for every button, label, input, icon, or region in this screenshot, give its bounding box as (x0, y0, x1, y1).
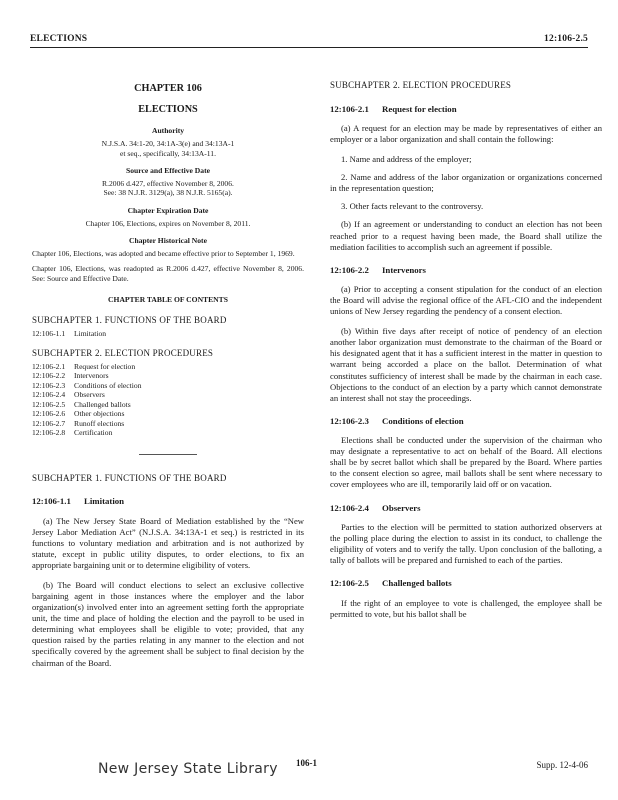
section-heading (330, 416, 602, 427)
page-number: 106-1 (296, 758, 317, 768)
toc-entry-title: Limitation (74, 328, 107, 338)
expiration-text: Chapter 106, Elections, expires on November 8, 2011. (85, 218, 251, 228)
source-line: See: 38 N.J.R. 3129(a), 38 N.J.R. 5165(a). (103, 188, 233, 198)
toc-entry (32, 419, 304, 428)
paragraph: (a) A request for an election may be made by representatives of either an employer or a labor organization and shall contain the following: (330, 122, 602, 145)
running-header-title: ELECTIONS (30, 34, 88, 44)
authority-heading: Authority (151, 126, 185, 136)
authority-line: N.J.S.A. 34:1-20, 34:1A-3(e) and 34:13A-1 (101, 139, 235, 149)
paragraph: (b) Within five days after receipt of notice of pendency of an election another labor organization must demonstrate to the chairman of the Board or his designated agent that it has a sufficient interest in the matter in question to warrant being accorded a place on the ballot. Determination of what constitutes sufficiency of interest shall be made by the chairman in each case. Objections to the conduct of an election by a party which cannot demonstrate an interest shall not stay the proceedings. (330, 326, 602, 403)
section-title: Conditions of election (382, 415, 464, 426)
section-title: Limitation (84, 496, 125, 507)
toc-subchapter-2: SUBCHAPTER 2. ELECTION PROCEDURES (32, 348, 214, 359)
toc-entry (32, 329, 304, 338)
section-title: Challenged ballots (382, 578, 452, 589)
toc-entry (32, 371, 304, 380)
toc-entry-title: Runoff elections (74, 418, 125, 428)
section-heading (32, 496, 304, 507)
source-line: R.2006 d.427, effective November 8, 2006. (102, 178, 234, 188)
toc-heading: CHAPTER TABLE OF CONTENTS (108, 295, 228, 305)
running-header-section: 12:106-2.5 (544, 34, 588, 44)
toc-entry-title: Request for election (74, 361, 136, 371)
toc-entry-number: 12:106-2.8 (32, 428, 66, 438)
toc-entry-number: 12:106-1.1 (32, 328, 66, 338)
expiration-heading: Chapter Expiration Date (127, 205, 209, 215)
chapter-number: CHAPTER 106 (134, 83, 202, 94)
supplement-date: Supp. 12-4-06 (536, 760, 588, 770)
toc-entry (32, 400, 304, 409)
toc-entry-number: 12:106-2.7 (32, 418, 66, 428)
section-title: Observers (382, 502, 421, 513)
paragraph: Parties to the election will be permitted to station authorized observers at the polling place during the election to assist in its conduct, to challenge the eligibility of voters and to verify the tally. Upon conclusion of the balloting, a tally of ballots will be prepared and furnished to each of the parties. (330, 521, 602, 566)
toc-entry (32, 362, 304, 371)
toc-entry-title: Other objections (74, 409, 125, 419)
subchapter-1-title: SUBCHAPTER 1. FUNCTIONS OF THE BOARD (32, 472, 227, 483)
toc-entry (32, 390, 304, 399)
toc-entry-number: 12:106-2.6 (32, 409, 66, 419)
toc-entry-title: Certification (74, 428, 113, 438)
section-heading (330, 265, 602, 276)
section-number: 12:106-2.4 (330, 502, 369, 513)
historical-note-p1: Chapter 106, Elections, was adopted and became effective prior to September 1, 1969. (32, 248, 295, 258)
toc-subchapter-1: SUBCHAPTER 1. FUNCTIONS OF THE BOARD (32, 315, 227, 326)
library-stamp: New Jersey State Library (98, 761, 278, 777)
toc-entry-number: 12:106-2.2 (32, 371, 66, 381)
list-item: 3. Other facts relevant to the controversy. (341, 201, 484, 212)
subchapter-2-title: SUBCHAPTER 2. ELECTION PROCEDURES (330, 80, 512, 90)
left-column (32, 80, 304, 678)
paragraph: Elections shall be conducted under the supervision of the chairman who may designate a representative to act on behalf of the Board. All elections shall be by secret ballot which shall be prepared by the Board. Where parties to the consent election so agree, mail ballots shall be sent where necessary to cover employees who are ill, temporarily laid off or on vacation. (330, 435, 602, 490)
toc-entry (32, 409, 304, 418)
authority-line: et seq., specifically, 34:13A-11. (119, 148, 217, 158)
section-number: 12:106-2.1 (330, 103, 369, 114)
source-heading: Source and Effective Date (125, 166, 210, 176)
section-number: 12:106-2.5 (330, 578, 369, 589)
historical-note-heading: Chapter Historical Note (129, 236, 207, 246)
chapter-name: ELECTIONS (138, 104, 198, 116)
section-number: 12:106-2.2 (330, 264, 369, 275)
toc-entry-number: 12:106-2.1 (32, 361, 66, 371)
toc-entry (32, 381, 304, 390)
paragraph: (b) The Board will conduct elections to select an exclusive collective bargaining agent in those instances where the employer and the labor organization(s) involved enter into an agreement setting forth the appropriate unit, the time and place of holding the election and the payroll to be used in determining what employees shall be eligible to vote; provided, that any question raised by the parties relating in any manner to the election and not specifically covered by the agreement shall be subject to final decision by the chairman of the Board. (32, 580, 304, 668)
section-title: Request for election (382, 103, 457, 114)
list-item: 1. Name and address of the employer; (341, 154, 472, 165)
section-heading (330, 578, 602, 589)
header-rule (30, 47, 588, 48)
section-title: Intervenors (382, 264, 426, 275)
list-item: 2. Name and address of the labor organization or organizations concerned in the representation question; (330, 172, 602, 194)
toc-entry-number: 12:106-2.5 (32, 399, 66, 409)
right-column (330, 80, 602, 629)
toc-entry-number: 12:106-2.4 (32, 390, 66, 400)
toc-entry-number: 12:106-2.3 (32, 380, 66, 390)
toc-entry-title: Conditions of election (74, 380, 142, 390)
toc-entry-title: Observers (74, 390, 105, 400)
paragraph: If the right of an employee to vote is challenged, the employee shall be permitted to vote, but his ballot shall be (330, 597, 602, 619)
paragraph: (b) If an agreement or understanding to conduct an election has not been reached prior to a request having been made, the Board shall utilize the mediation facilities to accomplish such an agreement if possible. (330, 219, 602, 252)
paragraph: (a) Prior to accepting a consent stipulation for the conduct of an election the Board will advise the regional office of the AFL-CIO and the independent unions of New Jersey regarding the pendency of a consent election. (330, 284, 602, 317)
historical-note-p2: Chapter 106, Elections, was readopted as R.2006 d.427, effective November 8, 2006. See: Source and Effective Date. (32, 264, 304, 283)
section-number: 12:106-2.3 (330, 415, 369, 426)
toc-entry-title: Intervenors (74, 371, 109, 381)
section-heading (330, 104, 602, 115)
toc-entry (32, 428, 304, 437)
section-divider (139, 454, 197, 455)
paragraph: (a) The New Jersey State Board of Mediation established by the “New Jersey Labor Mediation Act” (N.J.S.A. 34:13A-1 et seq.) is restricted in its functions to voluntary mediation and arbitration and is not authorized by statute, except in public utility disputes, to order elections, to fix an appropriate bargaining unit or to determine eligibility of voters. (32, 515, 304, 570)
section-number: 12:106-1.1 (32, 496, 71, 507)
section-heading (330, 503, 602, 514)
toc-entry-title: Challenged ballots (74, 399, 131, 409)
